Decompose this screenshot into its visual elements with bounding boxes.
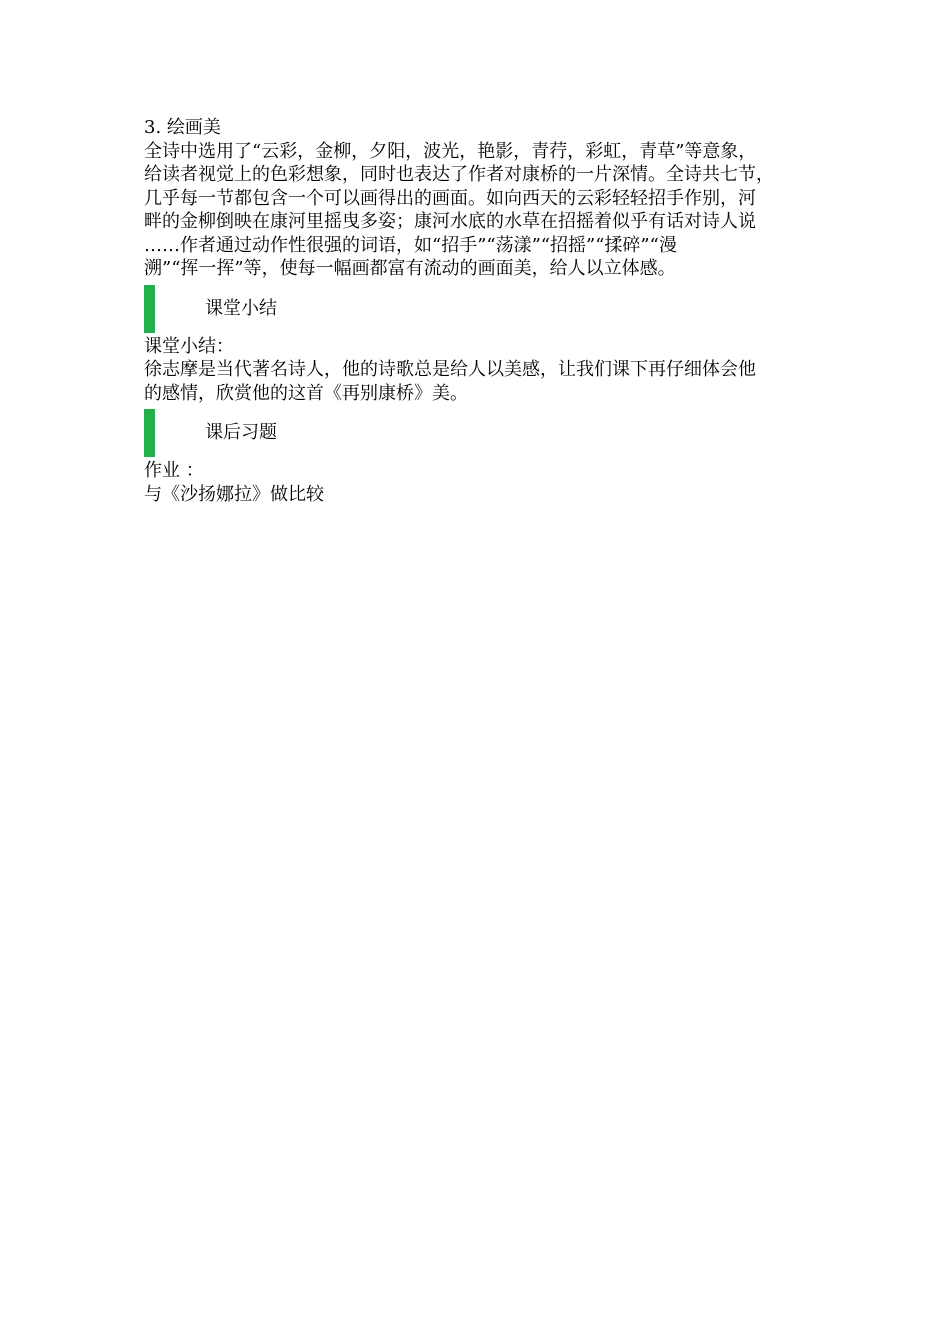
heading-accent-bar	[144, 409, 155, 457]
homework-label: 作业 ：	[144, 460, 204, 481]
section-title-painting-beauty: 3. 绘画美	[144, 117, 221, 138]
paragraph-line: 全诗中选用了“云彩，金柳，夕阳，波光，艳影，青荇，彩虹，青草”等意象，	[144, 140, 757, 162]
paragraph-line: ……作者通过动作性很强的词语，如“招手”“荡漾”“招摇”“揉碎”“漫	[144, 234, 677, 256]
paragraph-line: 畔的金柳倒映在康河里摇曳多姿；康河水底的水草在招摇着似乎有话对诗人说	[144, 211, 756, 232]
homework-heading-label: 课后习题	[205, 422, 277, 443]
paragraph-line: 溯”“挥一挥”等，使每一幅画都富有流动的画面美，给人以立体感。	[144, 258, 676, 279]
paragraph-line: 几乎每一节都包含一个可以画得出的画面。如向西天的云彩轻轻招手作别，河	[144, 187, 756, 209]
heading-accent-bar	[144, 285, 155, 333]
summary-paragraph	[144, 358, 814, 405]
painting-beauty-paragraph	[144, 140, 814, 281]
summary-heading	[144, 285, 814, 333]
homework-heading	[144, 409, 814, 457]
summary-label: 课堂小结：	[144, 335, 234, 357]
paragraph-line: 的感情，欣赏他的这首《再别康桥》美。	[144, 382, 468, 404]
paragraph-line: 徐志摩是当代著名诗人，他的诗歌总是给人以美感，让我们课下再仔细体会他	[144, 359, 756, 380]
homework-task: 与《沙扬娜拉》做比较	[144, 483, 324, 505]
document-body	[144, 116, 814, 506]
paragraph-line: 给读者视觉上的色彩想象，同时也表达了作者对康桥的一片深情。全诗共七节，	[144, 164, 774, 185]
summary-heading-label: 课堂小结	[205, 297, 277, 319]
